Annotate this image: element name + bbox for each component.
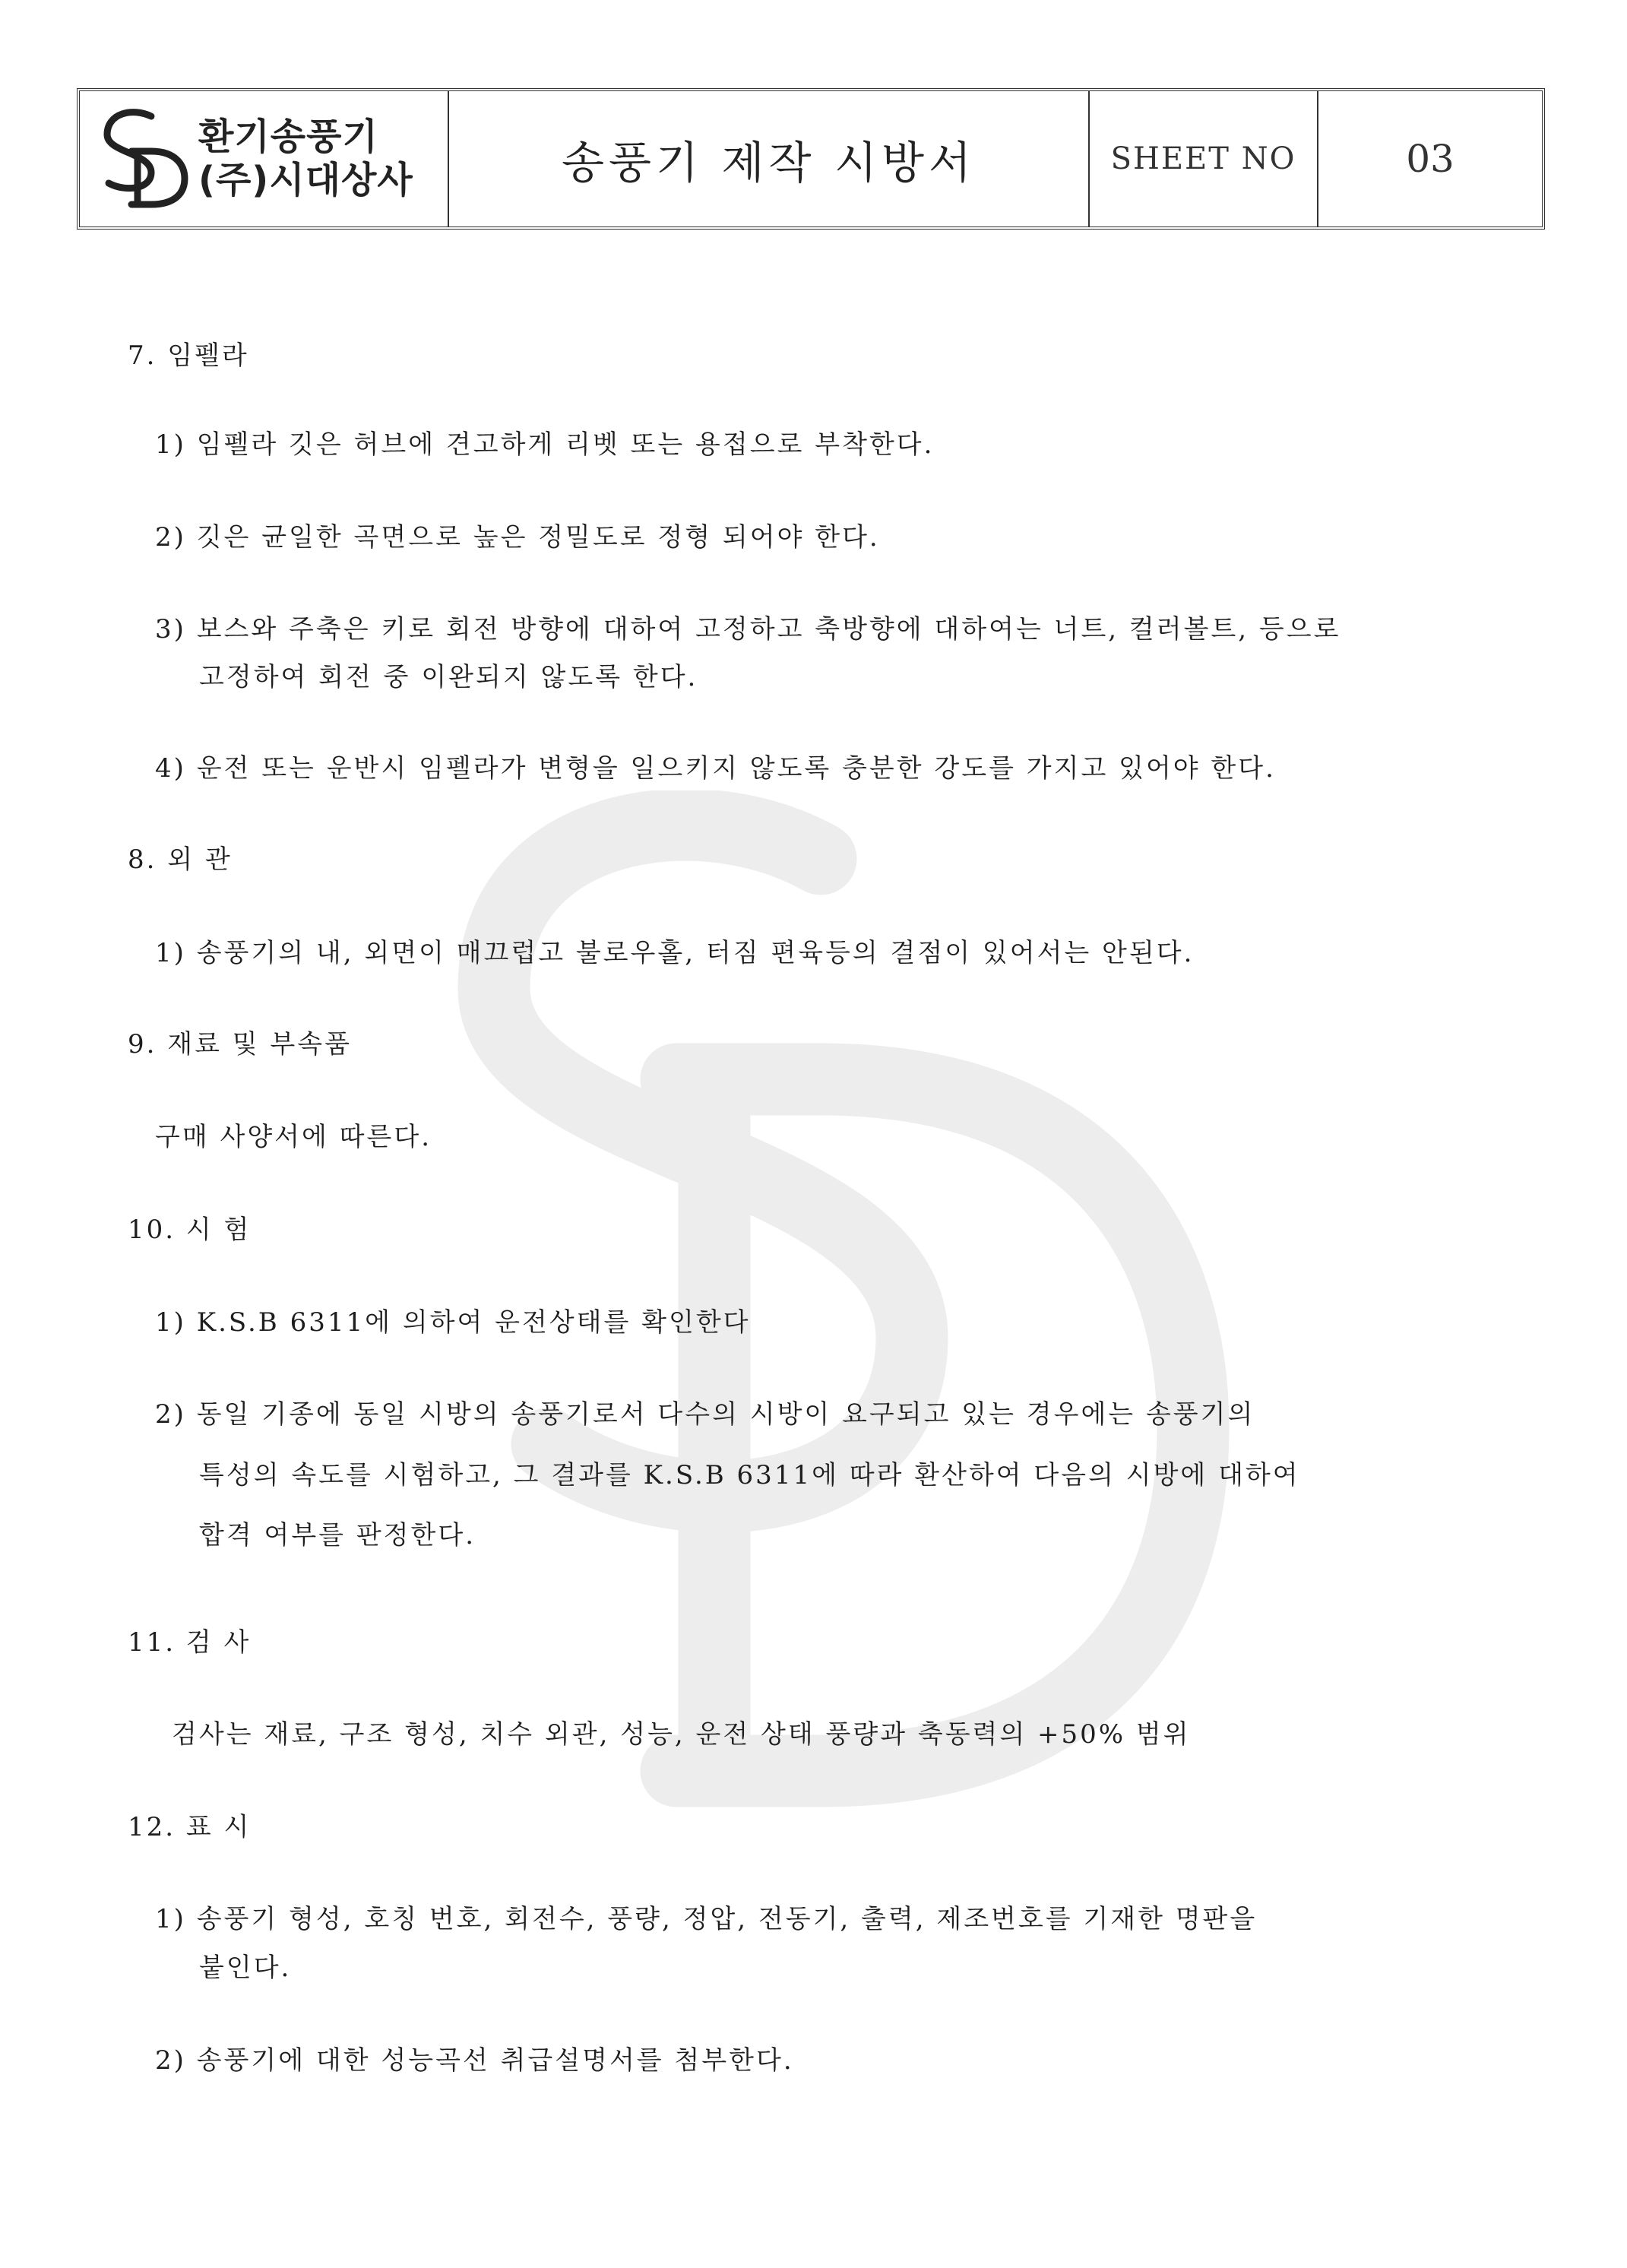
document-title: 송풍기 제작 시방서	[561, 137, 977, 188]
section-7-item-1: 1) 임펠라 깃은 허브에 견고하게 리벳 또는 용접으로 부착한다.	[155, 429, 935, 460]
section-12-item-2: 2) 송풍기에 대한 성능곡선 취급설명서를 첨부한다.	[155, 2045, 794, 2076]
sheet-number: 03	[1406, 137, 1454, 181]
section-7-item-2: 2) 깃은 균일한 곡면으로 높은 정밀도로 정형 되어야 한다.	[155, 522, 880, 553]
section-10-item-2: 2) 동일 기종에 동일 시방의 송풍기로서 다수의 시방이 요구되고 있는 경우에는 송풍기의	[155, 1399, 1255, 1430]
company-name-line2: (주)시대상사	[198, 159, 413, 201]
section-9-text: 구매 사양서에 따른다.	[155, 1122, 432, 1152]
section-10-item-1: 1) K.S.B 6311에 의하여 운전상태를 확인한다	[155, 1307, 751, 1338]
company-name-line1: 환기송풍기	[198, 116, 378, 159]
section-11-text: 검사는 재료, 구조 형성, 치수 외관, 성능, 운전 상태 풍량과 축동력의 +50% 범위	[172, 1719, 1191, 1750]
section-10-title: 10. 시 험	[128, 1215, 252, 1245]
section-12-item-1: 1) 송풍기 형성, 호칭 번호, 회전수, 풍량, 정압, 전동기, 출력, 제조번호를 기재한 명판을	[155, 1904, 1258, 1934]
section-10-item-2-cont2: 합격 여부를 판정한다.	[199, 1520, 476, 1551]
section-7-item-3-cont: 고정하여 회전 중 이완되지 않도록 한다.	[199, 662, 698, 692]
section-10-item-2-cont1: 특성의 속도를 시험하고, 그 결과를 K.S.B 6311에 따라 환산하여 다음의 시방에 대하여	[199, 1460, 1300, 1490]
section-7-item-3: 3) 보스와 주축은 키로 회전 방향에 대하여 고정하고 축방향에 대하여는 너트, 컬러볼트, 등으로	[155, 614, 1341, 645]
section-9-title: 9. 재료 및 부속품	[128, 1029, 352, 1060]
section-8-title: 8. 외 관	[128, 844, 233, 875]
section-8-item-1: 1) 송풍기의 내, 외면이 매끄럽고 불로우홀, 터짐 편육등의 결점이 있어서는 안된다.	[155, 938, 1195, 968]
section-11-title: 11. 검 사	[128, 1627, 252, 1658]
section-12-title: 12. 표 시	[128, 1812, 252, 1842]
section-12-item-1-cont: 붙인다.	[199, 1953, 292, 1983]
sheet-no-label: SHEET NO	[1110, 141, 1296, 176]
section-7-title: 7. 임펠라	[128, 341, 249, 371]
section-7-item-4: 4) 운전 또는 운반시 임펠라가 변형을 일으키지 않도록 충분한 강도를 가지고 있어야 한다.	[155, 753, 1276, 784]
